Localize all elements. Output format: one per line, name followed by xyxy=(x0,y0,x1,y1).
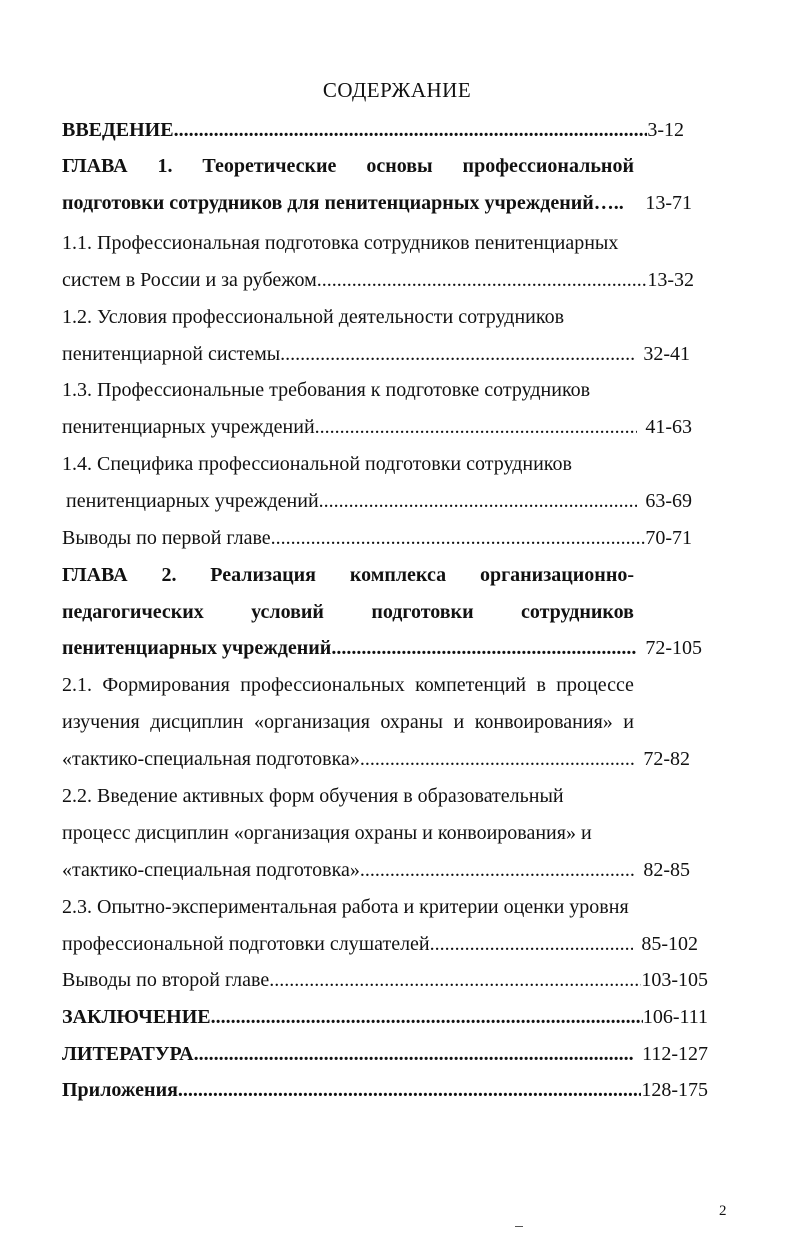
toc-word: ГЛАВА xyxy=(62,564,128,586)
toc-word: дисциплин xyxy=(150,711,244,733)
toc-word: «организация xyxy=(254,711,370,733)
toc-section-1-2-line1: 1.2. Условия профессиональной деятельности сотрудников xyxy=(62,306,565,328)
toc-label: ЛИТЕРАТУРА xyxy=(62,1043,194,1065)
toc-literature xyxy=(62,1041,708,1067)
toc-conclusions-2 xyxy=(62,967,708,993)
toc-pages: 32-41 xyxy=(643,343,690,365)
toc-section-1-4-line2 xyxy=(66,488,692,514)
toc-label: профессиональной подготовки слушателей xyxy=(62,933,430,955)
leader-dots xyxy=(331,635,637,661)
toc-pages: 72-82 xyxy=(643,748,690,770)
toc-section-2-1-line1 xyxy=(62,672,634,698)
toc-label: Выводы по первой главе xyxy=(62,527,271,549)
toc-pages: 112-127 xyxy=(642,1043,708,1065)
toc-pages: 128-175 xyxy=(641,1079,708,1101)
leader-dots xyxy=(315,414,638,440)
toc-word: педагогических xyxy=(62,601,204,623)
toc-label: Выводы по второй главе xyxy=(62,969,270,991)
leader-dots xyxy=(280,341,635,367)
toc-entry-intro xyxy=(62,117,684,143)
toc-section-1-3-line1: 1.3. Профессиональные требования к подготовке сотрудников xyxy=(62,379,591,401)
toc-pages: 72-105 xyxy=(645,637,702,659)
toc-chapter2-line1 xyxy=(62,562,634,588)
toc-section-1-3-line2 xyxy=(62,414,692,440)
toc-section-2-2-line2: процесс дисциплин «организация охраны и конвоирования» и xyxy=(62,822,592,844)
toc-pages: 3-12 xyxy=(647,119,684,141)
toc-word: 2. xyxy=(161,564,177,586)
toc-section-2-1-line2 xyxy=(62,709,634,735)
toc-word: условий xyxy=(251,601,324,623)
toc-label: Приложения xyxy=(62,1079,178,1101)
toc-pages: 70-71 xyxy=(645,527,692,549)
toc-word: и xyxy=(623,711,634,733)
toc-chapter2-line3 xyxy=(62,635,702,661)
toc-section-1-2-line2 xyxy=(62,341,690,367)
toc-section-1-1-line2 xyxy=(62,267,694,293)
leader-dots xyxy=(211,1004,643,1030)
toc-chapter1-line2 xyxy=(62,190,692,216)
leader-dots xyxy=(430,931,634,957)
toc-pages: 13-32 xyxy=(647,269,694,291)
toc-pages: 63-69 xyxy=(645,490,692,512)
toc-chapter2-line2 xyxy=(62,599,634,625)
toc-conclusions-1 xyxy=(62,525,692,551)
toc-label: «тактико-специальная подготовка» xyxy=(62,859,360,881)
toc-pages: 106-111 xyxy=(642,1006,708,1028)
toc-label: пенитенциарных учреждений xyxy=(62,637,332,659)
toc-word: конвоирования» xyxy=(474,711,613,733)
leader-dots xyxy=(271,525,646,551)
toc-section-2-2-line1: 2.2. Введение активных форм обучения в образовательный xyxy=(62,785,564,807)
scan-mark xyxy=(515,1226,523,1227)
toc-pages: 13-71 xyxy=(645,192,692,214)
toc-label: ВВЕДЕНИЕ xyxy=(62,119,174,141)
toc-word: организационно- xyxy=(479,564,634,586)
toc-word: компетенций xyxy=(415,674,527,696)
toc-word: в xyxy=(536,674,546,696)
toc-pages: 82-85 xyxy=(643,859,690,881)
toc-word: основы xyxy=(366,155,433,177)
leader-dots xyxy=(174,117,648,143)
toc-label: пенитенциарных учреждений xyxy=(66,490,319,512)
toc-word: профессиональных xyxy=(240,674,405,696)
leader-dots xyxy=(194,1041,634,1067)
toc-word: ГЛАВА xyxy=(62,155,128,177)
toc-word: подготовки xyxy=(371,601,474,623)
toc-word: сотрудников xyxy=(520,601,634,623)
leader-dots xyxy=(178,1077,641,1103)
toc-word: 2.1. xyxy=(62,674,92,696)
toc-word: Реализация xyxy=(210,564,316,586)
toc-label: ЗАКЛЮЧЕНИЕ xyxy=(62,1006,211,1028)
toc-word: комплекса xyxy=(349,564,447,586)
toc-label: пенитенциарных учреждений xyxy=(62,416,315,438)
toc-word: профессиональной xyxy=(462,155,634,177)
toc-section-2-2-line3 xyxy=(62,857,690,883)
toc-word: Теоретические xyxy=(202,155,337,177)
toc-pages: 103-105 xyxy=(641,969,708,991)
leader-dots xyxy=(269,967,641,993)
toc-label: пенитенциарной системы xyxy=(62,343,281,365)
toc-section-1-1-line1: 1.1. Профессиональная подготовка сотрудников пенитенциарных xyxy=(62,232,619,254)
toc-label: систем в России и за рубежом xyxy=(62,269,317,291)
toc-word: изучения xyxy=(62,711,140,733)
toc-pages: 41-63 xyxy=(645,416,692,438)
toc-word: Формирования xyxy=(102,674,230,696)
toc-label: «тактико-специальная подготовка» xyxy=(62,748,360,770)
leader-dots xyxy=(317,267,648,293)
toc-appendix xyxy=(62,1077,708,1103)
leader-dots xyxy=(319,488,638,514)
toc-conclusion xyxy=(62,1004,708,1030)
leader-dots xyxy=(360,746,635,772)
toc-section-2-1-line3 xyxy=(62,746,690,772)
toc-pages: 85-102 xyxy=(641,933,698,955)
toc-section-2-3-line1: 2.3. Опытно-экспериментальная работа и критерии оценки уровня xyxy=(62,896,629,918)
toc-word: 1. xyxy=(157,155,173,177)
toc-label: подготовки сотрудников для пенитенциарных учреждений….. xyxy=(62,192,624,214)
toc-chapter1-line1 xyxy=(62,153,634,179)
toc-word: охраны xyxy=(380,711,443,733)
toc-word: процессе xyxy=(556,674,634,696)
page-number: 2 xyxy=(719,1203,727,1219)
page-title: СОДЕРЖАНИЕ xyxy=(322,78,472,102)
toc-section-2-3-line2 xyxy=(62,931,698,957)
leader-dots xyxy=(360,857,635,883)
toc-section-1-4-line1: 1.4. Специфика профессиональной подготовки сотрудников xyxy=(62,453,572,475)
toc-word: и xyxy=(453,711,465,733)
